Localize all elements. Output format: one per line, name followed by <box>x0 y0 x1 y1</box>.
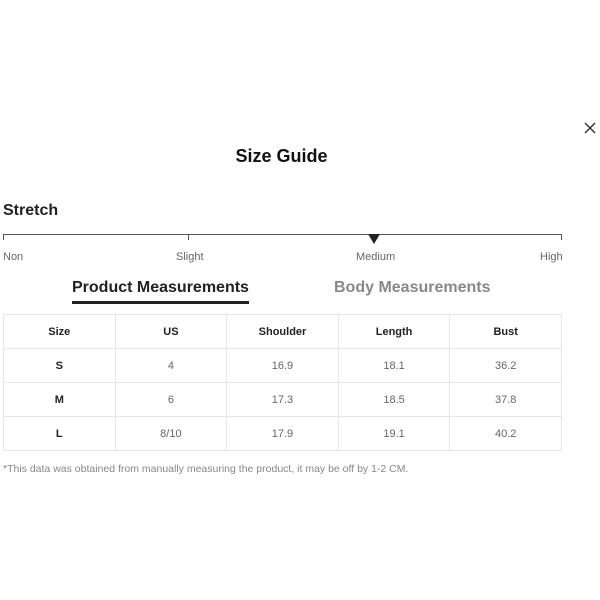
table-cell: 17.3 <box>227 383 339 417</box>
close-button[interactable] <box>583 121 597 135</box>
scale-label-non: Non <box>3 251 24 263</box>
table-row <box>4 417 562 451</box>
scale-tick-non <box>3 234 4 240</box>
table-cell: 6 <box>115 383 227 417</box>
scale-label-medium: Medium <box>356 251 396 263</box>
table-cell-size: S <box>4 349 116 383</box>
table-header-row <box>4 315 562 349</box>
scale-tick-slight <box>188 234 189 240</box>
table-header-us: US <box>115 315 227 349</box>
table-header-shoulder: Shoulder <box>227 315 339 349</box>
scale-label-slight: Slight <box>176 251 204 263</box>
table-cell: 16.9 <box>227 349 339 383</box>
tab-body-measurements[interactable]: Body Measurements <box>334 279 491 296</box>
table-cell: 17.9 <box>227 417 339 451</box>
table-row <box>4 349 562 383</box>
size-table <box>3 314 562 451</box>
table-cell-size: M <box>4 383 116 417</box>
table-cell: 37.8 <box>450 383 562 417</box>
table-cell-size: L <box>4 417 116 451</box>
stretch-scale <box>3 228 562 268</box>
tab-product-measurements[interactable]: Product Measurements <box>72 279 249 304</box>
table-cell: 8/10 <box>115 417 227 451</box>
table-cell: 18.1 <box>338 349 450 383</box>
table-header-length: Length <box>338 315 450 349</box>
table-cell: 40.2 <box>450 417 562 451</box>
measurement-tabs <box>0 279 600 305</box>
table-row <box>4 383 562 417</box>
page-title: Size Guide <box>235 146 328 166</box>
table-cell: 4 <box>115 349 227 383</box>
scale-tick-high <box>561 234 562 240</box>
table-cell: 18.5 <box>338 383 450 417</box>
table-cell: 36.2 <box>450 349 562 383</box>
table-header-size: Size <box>4 315 116 349</box>
table-header-bust: Bust <box>450 315 562 349</box>
measurement-footnote: *This data was obtained from manually measuring the product, it may be off by 1-2 CM. <box>3 463 409 475</box>
stretch-label: Stretch <box>3 202 59 219</box>
table-cell: 19.1 <box>338 417 450 451</box>
scale-label-high: High <box>540 251 563 263</box>
close-icon <box>583 121 597 135</box>
stretch-indicator-icon <box>368 234 380 244</box>
scale-line <box>3 234 562 235</box>
